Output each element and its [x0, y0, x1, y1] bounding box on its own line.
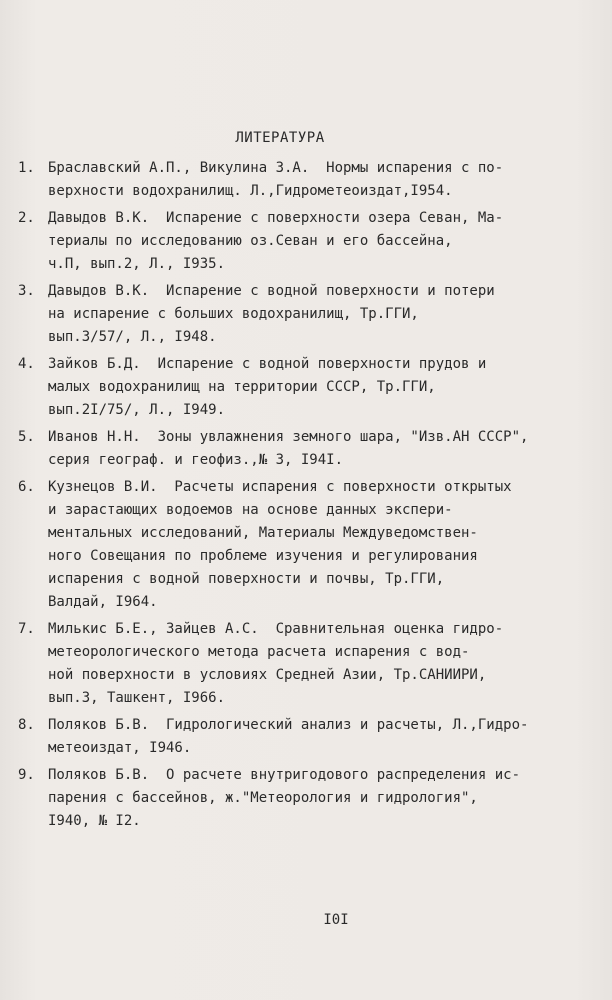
reference-line: вып.2I/75/, Л., I949. [48, 402, 226, 418]
reference-line: вып.3/57/, Л., I948. [48, 329, 217, 345]
reference-text [48, 476, 578, 614]
reference-line: Кузнецов В.И. Расчеты испарения с поверхности открытых [48, 479, 512, 495]
references-heading: ЛИТЕРАТУРА [235, 130, 325, 146]
reference-text [48, 764, 578, 833]
reference-number: 4. [18, 356, 35, 372]
reference-line: ч.П, вып.2, Л., I935. [48, 256, 226, 272]
reference-entry [18, 353, 578, 422]
reference-line: метеорологического метода расчета испарения с вод- [48, 644, 470, 660]
reference-line: серия географ. и геофиз.,№ 3, I94I. [48, 452, 344, 468]
reference-text [48, 353, 578, 422]
reference-number: 9. [18, 767, 35, 783]
reference-line: и зарастающих водоемов на основе данных экспери- [48, 502, 453, 518]
reference-number: 7. [18, 621, 35, 637]
reference-text [48, 426, 578, 472]
reference-line: Браславский А.П., Викулина З.А. Нормы испарения с по- [48, 160, 504, 176]
reference-text [48, 714, 578, 760]
reference-line: малых водохранилищ на территории СССР, Тр.ГГИ, [48, 379, 436, 395]
reference-line: Давыдов В.К. Испарение с водной поверхности и потери [48, 283, 495, 299]
reference-entry [18, 714, 578, 760]
reference-text [48, 618, 578, 710]
reference-line: Зайков Б.Д. Испарение с водной поверхности прудов и [48, 356, 487, 372]
reference-line: териалы по исследованию оз.Севан и его бассейна, [48, 233, 453, 249]
reference-entry [18, 764, 578, 833]
reference-line: I940, № I2. [48, 813, 141, 829]
reference-line: Милькис Б.Е., Зайцев А.С. Сравнительная оценка гидро- [48, 621, 504, 637]
reference-entry [18, 207, 578, 276]
references-list [18, 157, 578, 837]
reference-line: Поляков Б.В. Гидрологический анализ и расчеты, Л.,Гидро- [48, 717, 529, 733]
reference-number: 6. [18, 479, 35, 495]
reference-entry [18, 618, 578, 710]
reference-entry [18, 426, 578, 472]
reference-line: Давыдов В.К. Испарение с поверхности озера Севан, Ма- [48, 210, 504, 226]
reference-entry [18, 157, 578, 203]
reference-line: Валдай, I964. [48, 594, 158, 610]
reference-line: вып.3, Ташкент, I966. [48, 690, 226, 706]
reference-line: парения с бассейнов, ж."Метеорология и гидрология", [48, 790, 478, 806]
reference-number: 8. [18, 717, 35, 733]
reference-line: верхности водохранилищ. Л.,Гидрометеоиздат,I954. [48, 183, 453, 199]
reference-line: ной поверхности в условиях Средней Азии, Тр.САНИИРИ, [48, 667, 487, 683]
reference-text [48, 157, 578, 203]
reference-line: ментальных исследований, Материалы Междуведомствен- [48, 525, 478, 541]
reference-line: Иванов Н.Н. Зоны увлажнения земного шара, "Изв.АН СССР", [48, 429, 529, 445]
reference-entry [18, 476, 578, 614]
reference-number: 3. [18, 283, 35, 299]
reference-number: 2. [18, 210, 35, 226]
reference-text [48, 280, 578, 349]
reference-line: испарения с водной поверхности и почвы, Тр.ГГИ, [48, 571, 445, 587]
reference-line: метеоиздат, I946. [48, 740, 192, 756]
reference-number: 1. [18, 160, 35, 176]
reference-line: ного Совещания по проблеме изучения и регулирования [48, 548, 478, 564]
reference-entry [18, 280, 578, 349]
reference-line: на испарение с больших водохранилищ, Тр.ГГИ, [48, 306, 419, 322]
page-number: I0I [323, 912, 349, 928]
reference-text [48, 207, 578, 276]
reference-number: 5. [18, 429, 35, 445]
reference-line: Поляков Б.В. О расчете внутригодового распределения ис- [48, 767, 521, 783]
